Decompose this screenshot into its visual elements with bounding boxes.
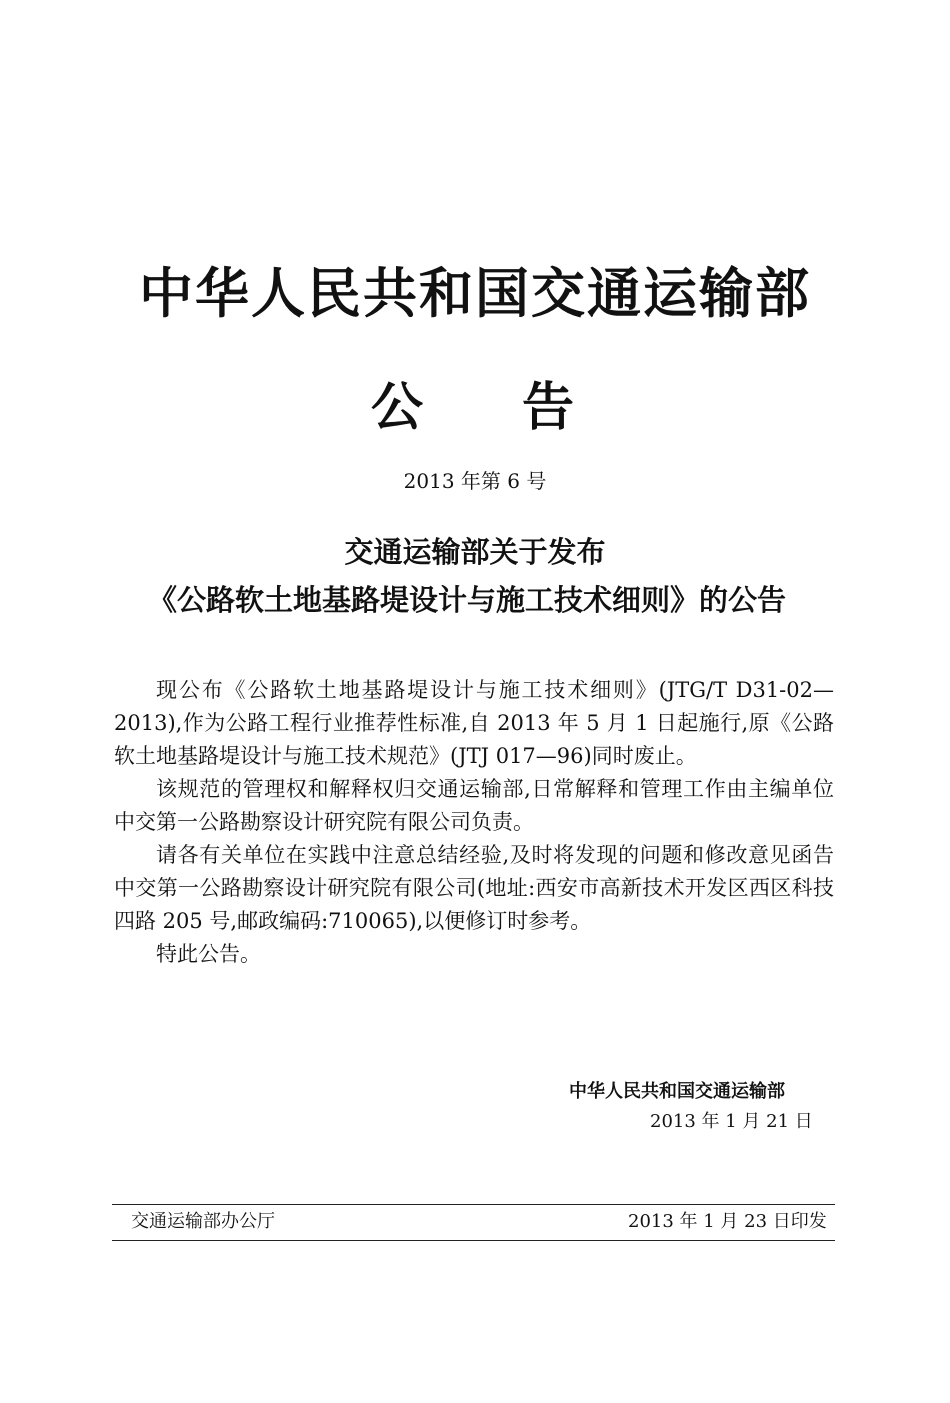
footer-issuer: 交通运输部办公厅 (131, 1211, 275, 1232)
signature-organization: 中华人民共和国交通运输部 (569, 1081, 785, 1102)
footer-top-rule (112, 1204, 835, 1205)
footer-bottom-rule (112, 1240, 835, 1241)
body-paragraph: 请各有关单位在实践中注意总结经验,及时将发现的问题和修改意见函告中交第一公路勘察设计研究院有限公司(地址:西安市高新技术开发区西区科技四路 205 号,邮政编码:710065),以便修订时参考。 (114, 843, 834, 933)
signature-date: 2013 年 1 月 21 日 (650, 1111, 813, 1132)
announcement-heading-char-2: 告 (522, 378, 575, 438)
document-title-line-2: 《公路软土地基路堤设计与施工技术细则》的公告 (147, 583, 786, 617)
announcement-body (114, 674, 834, 971)
announcement-heading-char-1: 公 (371, 378, 424, 438)
document-title-line-1: 交通运输部关于发布 (344, 535, 606, 569)
body-paragraph: 特此公告。 (156, 942, 261, 966)
body-paragraph: 该规范的管理权和解释权归交通运输部,日常解释和管理工作由主编单位中交第一公路勘察设计研究院有限公司负责。 (114, 777, 834, 834)
announcement-number: 2013 年第 6 号 (403, 469, 547, 493)
ministry-heading: 中华人民共和国交通运输部 (139, 262, 811, 325)
footer-print-date: 2013 年 1 月 23 日印发 (628, 1211, 827, 1232)
body-paragraph: 现公布《公路软土地基路堤设计与施工技术细则》(JTG/T D31-02—2013),作为公路工程行业推荐性标准,自 2013 年 5 月 1 日起施行,原《公路软土地基路堤设计与施工技术规范》(JTJ 017—96)同时废止。 (114, 678, 834, 768)
